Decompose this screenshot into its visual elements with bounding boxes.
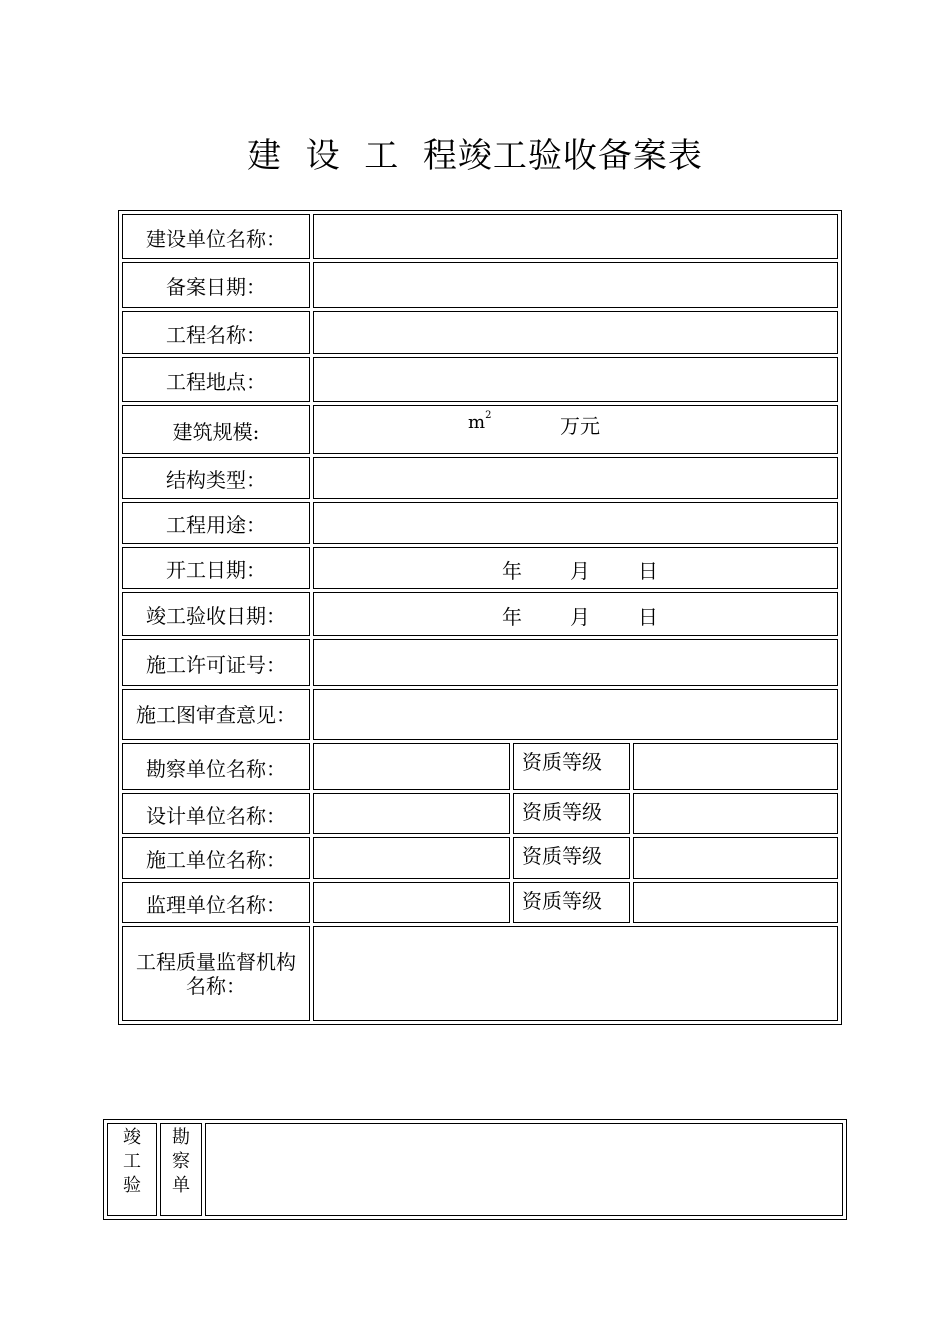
field-builder-unit[interactable] <box>313 837 510 879</box>
row-filing-date <box>122 262 838 308</box>
row-design-unit <box>122 793 838 834</box>
label-design-unit: 设计单位名称： <box>146 803 286 828</box>
label-construction-unit: 建设单位名称： <box>146 226 286 251</box>
label-permit-no: 施工许可证号： <box>146 652 286 677</box>
label-builder-unit: 施工单位名称： <box>146 848 286 872</box>
acceptance-opinion-table <box>103 1119 847 1220</box>
label-supervisor-qualification: 资质等级 <box>513 882 630 923</box>
row-project-use <box>122 502 838 544</box>
row-structure-type <box>122 457 838 499</box>
field-start-date[interactable] <box>313 547 838 589</box>
label-supervisor-unit: 监理单位名称： <box>146 892 286 917</box>
row-acceptance-date <box>122 592 838 636</box>
filing-form <box>118 210 842 1025</box>
label-project-use: 工程用途： <box>166 513 266 537</box>
field-filing-date[interactable] <box>313 262 838 308</box>
row-builder-unit <box>122 837 838 879</box>
field-quality-agency[interactable] <box>313 926 838 1021</box>
label-builder-qualification: 资质等级 <box>513 837 630 879</box>
year-label: 年 <box>502 604 522 629</box>
day-label: 日 <box>638 604 658 629</box>
month-label: 月 <box>570 604 590 629</box>
field-survey-qualification[interactable] <box>633 743 838 790</box>
field-project-location[interactable] <box>313 357 838 402</box>
label-filing-date: 备案日期： <box>166 275 266 299</box>
field-construction-unit[interactable] <box>313 214 838 259</box>
field-survey-unit[interactable] <box>313 743 510 790</box>
row-supervisor-unit <box>122 882 838 923</box>
label-quality-agency: 工程质量监督机构名称： <box>136 949 296 998</box>
field-building-scale[interactable] <box>313 405 838 454</box>
year-label: 年 <box>502 558 522 583</box>
label-drawing-review: 施工图审查意见： <box>136 702 296 727</box>
label-structure-type: 结构类型： <box>166 468 266 492</box>
field-project-use[interactable] <box>313 502 838 544</box>
row-building-scale <box>122 405 838 454</box>
field-acceptance-date[interactable] <box>313 592 838 636</box>
section-label-survey-unit: 勘 察 单 <box>160 1123 202 1216</box>
field-permit-no[interactable] <box>313 639 838 686</box>
field-supervisor-unit[interactable] <box>313 882 510 923</box>
field-supervisor-qualification[interactable] <box>633 882 838 923</box>
field-survey-opinion[interactable] <box>205 1123 843 1216</box>
row-drawing-review <box>122 689 838 740</box>
label-survey-qualification: 资质等级 <box>513 743 630 790</box>
field-project-name[interactable] <box>313 311 838 354</box>
row-quality-agency <box>122 926 838 1021</box>
label-acceptance-date: 竣工验收日期： <box>146 604 286 628</box>
row-start-date <box>122 547 838 589</box>
label-design-qualification: 资质等级 <box>513 793 630 834</box>
page-title: 建 设 工 程竣工验收备案表 <box>247 136 703 176</box>
field-design-unit[interactable] <box>313 793 510 834</box>
label-project-name: 工程名称： <box>166 322 266 347</box>
field-structure-type[interactable] <box>313 457 838 499</box>
day-label: 日 <box>638 558 658 583</box>
row-construction-unit <box>122 214 838 259</box>
row-project-name <box>122 311 838 354</box>
field-builder-qualification[interactable] <box>633 837 838 879</box>
row-survey-unit <box>122 743 838 790</box>
label-project-location: 工程地点： <box>166 369 266 394</box>
row-permit-no <box>122 639 838 686</box>
field-drawing-review[interactable] <box>313 689 838 740</box>
unit-ten-thousand-yuan: 万元 <box>560 414 600 438</box>
label-building-scale: 建筑规模: <box>172 419 260 444</box>
section-label-acceptance: 竣 工 验 <box>107 1123 157 1216</box>
row-project-location <box>122 357 838 402</box>
label-start-date: 开工日期： <box>166 558 266 582</box>
month-label: 月 <box>570 558 590 583</box>
field-design-qualification[interactable] <box>633 793 838 834</box>
unit-square-meter: $m^2$ <box>468 410 492 433</box>
label-survey-unit: 勘察单位名称： <box>146 756 286 781</box>
